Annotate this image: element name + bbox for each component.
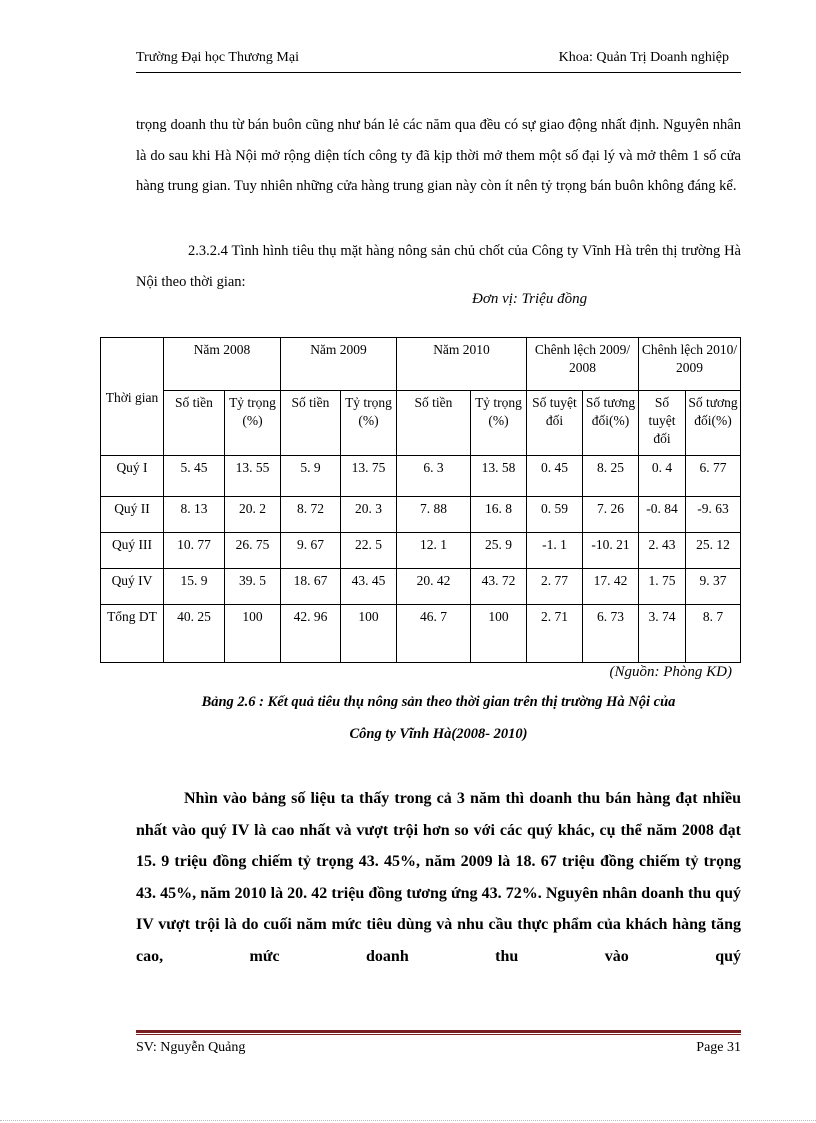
table-cell: 9. 67	[281, 533, 341, 569]
sub-header: Tỷ trọng (%)	[471, 391, 527, 456]
table-cell: 13. 55	[225, 456, 281, 497]
sales-by-quarter-table	[100, 337, 741, 663]
page-edge-divider	[0, 1120, 816, 1121]
sub-header: Số tuyệt đối	[527, 391, 583, 456]
source-note: (Nguồn: Phòng KD)	[609, 664, 732, 680]
table-cell: 6. 73	[583, 605, 639, 663]
group-header: Năm 2008	[164, 338, 281, 391]
table-cell: 46. 7	[397, 605, 471, 663]
table-cell: 20. 3	[341, 497, 397, 533]
footer-rule-thin	[136, 1034, 741, 1035]
page-header	[136, 50, 741, 73]
header-school: Trường Đại học Thương Mại	[136, 50, 299, 65]
table-cell: 8. 7	[686, 605, 741, 663]
table-caption-line-1: Bảng 2.6 : Kết quả tiêu thụ nông sản theo thời gian trên thị trường Hà Nội của	[201, 694, 676, 710]
sub-header: Số tiền	[164, 391, 225, 456]
table-cell: 0. 4	[639, 456, 686, 497]
row-label: Tổng DT	[101, 605, 164, 663]
table-cell: 26. 75	[225, 533, 281, 569]
table-cell: 43. 45	[341, 569, 397, 605]
table-cell: 3. 74	[639, 605, 686, 663]
table-cell: 10. 77	[164, 533, 225, 569]
sub-header: Tỷ trọng (%)	[225, 391, 281, 456]
table-header-row	[101, 338, 741, 391]
paragraph-intro: trọng doanh thu từ bán buôn cũng như bán lẻ các năm qua đều có sự giao động nhất định. Nguyên nhân là do sau khi Hà Nội mở rộng diện tích công ty đã kịp thời mở them một số đại lý và mở thêm 1 số cửa hàng trung gian. Tuy nhiên những cửa hàng trung gian này còn ít nên tỷ trọng bán buôn không đáng kể.	[136, 117, 741, 194]
table-cell: 17. 42	[583, 569, 639, 605]
table-cell: 15. 9	[164, 569, 225, 605]
table-cell: 20. 2	[225, 497, 281, 533]
table-cell: 8. 72	[281, 497, 341, 533]
table-cell: 12. 1	[397, 533, 471, 569]
table-cell: 7. 88	[397, 497, 471, 533]
table-row	[101, 605, 741, 663]
analysis-paragraph	[136, 783, 741, 972]
table-cell: -10. 21	[583, 533, 639, 569]
table-row	[101, 533, 741, 569]
table-subheader-row	[101, 391, 741, 456]
table-cell: 25. 9	[471, 533, 527, 569]
table-cell: 39. 5	[225, 569, 281, 605]
group-header: Chênh lệch 2010/ 2009	[639, 338, 741, 391]
table-cell: -0. 84	[639, 497, 686, 533]
table-cell: 13. 58	[471, 456, 527, 497]
table-cell: 0. 45	[527, 456, 583, 497]
table-cell: 25. 12	[686, 533, 741, 569]
table-cell: -9. 63	[686, 497, 741, 533]
footer-student: SV: Nguyễn Quảng	[136, 1040, 246, 1055]
row-label: Quý IV	[101, 569, 164, 605]
header-faculty: Khoa: Quản Trị Doanh nghiệp	[558, 50, 729, 65]
table-cell: 0. 59	[527, 497, 583, 533]
table-cell: 43. 72	[471, 569, 527, 605]
table-cell: 100	[471, 605, 527, 663]
table-cell: 42. 96	[281, 605, 341, 663]
table-caption-line-2: Công ty Vĩnh Hà(2008- 2010)	[349, 726, 528, 742]
table-cell: 5. 9	[281, 456, 341, 497]
footer-rule-thick	[136, 1030, 741, 1033]
unit-label: Đơn vị: Triệu đồng	[472, 291, 588, 307]
analysis-text: Nhìn vào bảng số liệu ta thấy trong cả 3 năm thì doanh thu bán hàng đạt nhiều nhất vào quý IV là cao nhất và vượt trội hơn so với các quý khác, cụ thể năm 2008 đạt 15. 9 triệu đồng chiếm tỷ trọng 43. 45%, năm 2009 là 18. 67 triệu đồng chiếm tỷ trọng 43. 45%, năm 2010 là 20. 42 triệu đồng tương ứng 43. 72%. Nguyên nhân doanh thu quý IV vượt trội là do cuối năm mức tiêu dùng và nhu cầu thực phẩm của khách hàng tăng cao, mức doanh thu vào quý	[136, 790, 741, 965]
table-cell: 100	[225, 605, 281, 663]
table-cell: 13. 75	[341, 456, 397, 497]
table-row	[101, 497, 741, 533]
sub-header: Số tương đối(%)	[686, 391, 741, 456]
section-heading-2-3-2-4: 2.3.2.4 Tình hình tiêu thụ mặt hàng nông sản chủ chốt của Công ty Vĩnh Hà trên thị trường Hà Nội theo thời gian:	[136, 243, 741, 290]
table-cell: 2. 71	[527, 605, 583, 663]
group-header: Chênh lệch 2009/ 2008	[527, 338, 639, 391]
table-cell: 9. 37	[686, 569, 741, 605]
table-cell: 20. 42	[397, 569, 471, 605]
group-header: Năm 2009	[281, 338, 397, 391]
row-label: Quý I	[101, 456, 164, 497]
sub-header: Tỷ trọng (%)	[341, 391, 397, 456]
table-cell: 6. 77	[686, 456, 741, 497]
table-corner-cell: Thời gian	[101, 338, 164, 456]
table-cell: 8. 13	[164, 497, 225, 533]
table-cell: 8. 25	[583, 456, 639, 497]
table-row	[101, 456, 741, 497]
table-cell: 7. 26	[583, 497, 639, 533]
sub-header: Số tương đối(%)	[583, 391, 639, 456]
table-cell: 18. 67	[281, 569, 341, 605]
sub-header: Số tiền	[281, 391, 341, 456]
table-cell: 16. 8	[471, 497, 527, 533]
table-cell: 22. 5	[341, 533, 397, 569]
table-cell: 6. 3	[397, 456, 471, 497]
table-row	[101, 569, 741, 605]
sub-header: Số tuyệt đối	[639, 391, 686, 456]
row-label: Quý III	[101, 533, 164, 569]
table-cell: -1. 1	[527, 533, 583, 569]
row-label: Quý II	[101, 497, 164, 533]
table-cell: 1. 75	[639, 569, 686, 605]
page-number: Page 31	[696, 1040, 741, 1055]
table-cell: 2. 43	[639, 533, 686, 569]
group-header: Năm 2010	[397, 338, 527, 391]
sub-header: Số tiền	[397, 391, 471, 456]
table-cell: 40. 25	[164, 605, 225, 663]
table-cell: 2. 77	[527, 569, 583, 605]
table-cell: 100	[341, 605, 397, 663]
table-cell: 5. 45	[164, 456, 225, 497]
